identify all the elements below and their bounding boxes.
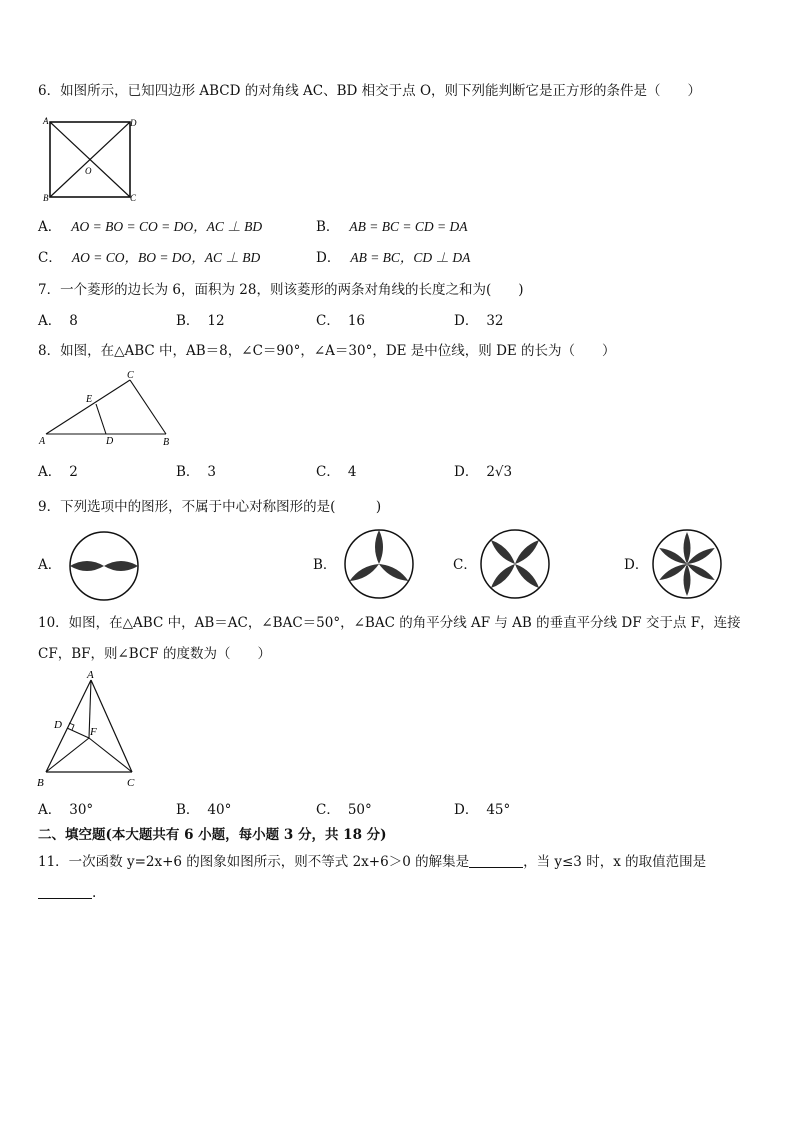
q8-option-a xyxy=(38,463,78,481)
q6-label-d: D xyxy=(130,118,137,128)
q11-answer-blank-1[interactable] xyxy=(469,853,523,868)
option-text: 30° xyxy=(69,802,94,818)
q6-stem: 6．如图所示，已知四边形 ABCD 的对角线 AC、BD 相交于点 O，则下列能判断它是正方形的条件是（ ） xyxy=(38,83,702,99)
q10-option-b xyxy=(176,801,231,819)
option-key: C． xyxy=(316,464,340,480)
q9-option-d-key: D． xyxy=(624,557,649,573)
q9-figure-c-four-leaf-circle xyxy=(479,528,551,600)
q8-option-c xyxy=(316,463,356,481)
option-key: D． xyxy=(316,250,341,266)
q9-figure-d-six-leaf-circle xyxy=(651,528,723,600)
q7-option-b xyxy=(176,312,225,330)
q6-option-b xyxy=(316,218,468,236)
q10-stem-line2: CF，BF，则∠BCF 的度数为（ ） xyxy=(38,646,271,662)
option-key: C． xyxy=(38,250,62,266)
q8-label-e: E xyxy=(86,394,93,405)
q6-option-d xyxy=(316,249,470,267)
q10-option-a xyxy=(38,801,93,819)
option-text: 45° xyxy=(486,802,511,818)
option-key: B． xyxy=(176,802,200,818)
q6-label-c: C xyxy=(130,193,137,203)
option-key: A． xyxy=(38,802,62,818)
option-text: 40° xyxy=(207,802,232,818)
q10-label-a: A xyxy=(87,669,94,681)
q6-option-c xyxy=(38,249,260,267)
option-key: B． xyxy=(316,219,340,235)
q9-figure-a-two-leaf-circle xyxy=(68,530,140,602)
q10-label-c: C xyxy=(127,777,135,789)
option-key: D． xyxy=(454,313,479,329)
q10-triangle-figure xyxy=(36,668,146,792)
option-text: 16 xyxy=(347,313,366,329)
q10-label-b: B xyxy=(37,777,44,789)
q10-stem-line1: 10．如图，在△ABC 中，AB＝AC，∠BAC＝50°，∠BAC 的角平分线 AF 与 AB 的垂直平分线 DF 交于点 F，连接 xyxy=(38,615,741,631)
option-key: A． xyxy=(38,313,62,329)
q9-option-b-key: B． xyxy=(313,557,337,573)
q11-text-part2: ，当 y≤3 时，x 的取值范围是 xyxy=(523,854,707,870)
option-text: 2√3 xyxy=(486,464,513,480)
option-text: 4 xyxy=(347,464,357,480)
q11-line1 xyxy=(38,853,706,871)
q6-label-b: B xyxy=(43,193,49,203)
q9-option-c-key: C． xyxy=(453,557,477,573)
q7-option-c xyxy=(316,312,365,330)
q8-label-b: B xyxy=(163,437,170,448)
q8-triangle-figure xyxy=(36,368,176,448)
option-text: 3 xyxy=(207,464,217,480)
option-text: 8 xyxy=(69,313,78,329)
q8-label-d: D xyxy=(106,436,114,447)
q8-option-b xyxy=(176,463,216,481)
option-key: B． xyxy=(176,313,200,329)
option-key: B． xyxy=(176,464,200,480)
q9-option-a-key: A． xyxy=(38,557,62,573)
q9-stem: 9．下列选项中的图形，不属于中心对称图形的是( ) xyxy=(38,499,382,515)
q8-option-d xyxy=(454,463,512,481)
option-key: A． xyxy=(38,219,62,235)
q11-text-part1: 11．一次函数 y=2x+6 的图象如图所示，则不等式 2x+6＞0 的解集是 xyxy=(38,854,470,870)
option-text: AO = BO = CO = DO，AC ⊥ BD xyxy=(71,219,263,234)
option-text: AO = CO，BO = DO，AC ⊥ BD xyxy=(71,250,261,265)
option-key: D． xyxy=(454,464,479,480)
q9-figure-b-three-leaf-circle xyxy=(343,528,415,600)
q7-option-a xyxy=(38,312,78,330)
q11-end-period: . xyxy=(92,885,97,901)
q10-option-d xyxy=(454,801,510,819)
q11-answer-blank-2[interactable] xyxy=(38,884,92,899)
option-text: AB = BC，CD ⊥ DA xyxy=(350,250,471,265)
q10-label-f: F xyxy=(90,726,97,738)
q6-label-a: A xyxy=(43,116,49,126)
option-text: 2 xyxy=(69,464,78,480)
option-text: 12 xyxy=(207,313,225,329)
q6-label-o: O xyxy=(85,166,92,176)
option-key: A． xyxy=(38,464,62,480)
q8-stem: 8．如图，在△ABC 中，AB＝8，∠C＝90°，∠A＝30°，DE 是中位线，则 DE 的长为（ ） xyxy=(38,343,616,359)
option-key: D． xyxy=(454,802,479,818)
option-key: C． xyxy=(316,802,340,818)
q7-option-d xyxy=(454,312,504,330)
option-text: 32 xyxy=(486,313,504,329)
q11-line2 xyxy=(38,884,96,902)
q10-option-c xyxy=(316,801,372,819)
option-text: 50° xyxy=(347,802,372,818)
option-text: AB = BC = CD = DA xyxy=(349,219,468,234)
section-2-title: 二、填空题(本大题共有 6 小题，每小题 3 分，共 18 分) xyxy=(38,827,387,843)
q8-label-c: C xyxy=(127,370,134,381)
option-key: C． xyxy=(316,313,340,329)
q10-label-d: D xyxy=(54,719,62,731)
q6-option-a xyxy=(38,218,262,236)
q7-stem: 7．一个菱形的边长为 6，面积为 28，则该菱形的两条对角线的长度之和为( ) xyxy=(38,282,524,298)
q6-square-figure xyxy=(40,114,140,204)
q8-label-a: A xyxy=(39,436,46,447)
